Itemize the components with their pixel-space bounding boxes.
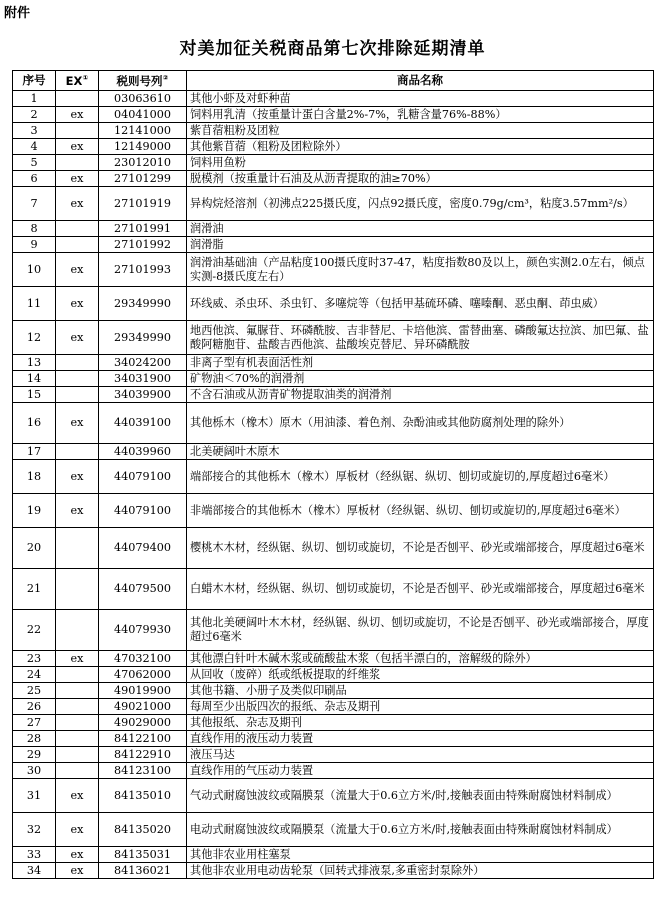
row-index: 33 bbox=[13, 847, 56, 863]
table-row bbox=[13, 355, 654, 371]
row-product-name: 润滑油 bbox=[187, 221, 654, 237]
table-row bbox=[13, 321, 654, 355]
table-row bbox=[13, 107, 654, 123]
row-ex-flag bbox=[56, 444, 99, 460]
row-tariff-code: 84122910 bbox=[99, 747, 187, 763]
row-tariff-code: 84122100 bbox=[99, 731, 187, 747]
table-row bbox=[13, 494, 654, 528]
row-product-name: 北美硬阔叶木原木 bbox=[187, 444, 654, 460]
row-product-name: 饲料用鱼粉 bbox=[187, 155, 654, 171]
row-index: 21 bbox=[13, 569, 56, 610]
row-index: 7 bbox=[13, 187, 56, 221]
row-tariff-code: 27101919 bbox=[99, 187, 187, 221]
footnote-marker: ② bbox=[162, 74, 169, 83]
row-index: 26 bbox=[13, 699, 56, 715]
row-product-name: 脱模剂（按重量计石油及从沥青提取的油≥70%） bbox=[187, 171, 654, 187]
table-row bbox=[13, 847, 654, 863]
row-ex-flag bbox=[56, 355, 99, 371]
row-tariff-code: 44079100 bbox=[99, 494, 187, 528]
row-index: 10 bbox=[13, 253, 56, 287]
row-product-name: 白蜡木木材，经纵锯、纵切、刨切或旋切，不论是否刨平、砂光或端部接合，厚度超过6毫米 bbox=[187, 569, 654, 610]
row-index: 5 bbox=[13, 155, 56, 171]
row-index: 15 bbox=[13, 387, 56, 403]
row-tariff-code: 84135020 bbox=[99, 813, 187, 847]
row-tariff-code: 49029000 bbox=[99, 715, 187, 731]
table-row bbox=[13, 651, 654, 667]
row-tariff-code: 29349990 bbox=[99, 321, 187, 355]
row-index: 25 bbox=[13, 683, 56, 699]
row-ex-flag: ex bbox=[56, 253, 99, 287]
table-row bbox=[13, 699, 654, 715]
row-product-name: 紫苜蓿粗粉及团粒 bbox=[187, 123, 654, 139]
row-ex-flag: ex bbox=[56, 171, 99, 187]
table-row bbox=[13, 187, 654, 221]
table-row bbox=[13, 123, 654, 139]
row-ex-flag bbox=[56, 237, 99, 253]
column-header-tariff-code: 税则号列② bbox=[99, 71, 187, 91]
row-index: 32 bbox=[13, 813, 56, 847]
row-ex-flag bbox=[56, 715, 99, 731]
row-ex-flag: ex bbox=[56, 813, 99, 847]
row-ex-flag bbox=[56, 610, 99, 651]
table-row bbox=[13, 403, 654, 444]
row-tariff-code: 44079930 bbox=[99, 610, 187, 651]
table-row bbox=[13, 763, 654, 779]
row-ex-flag: ex bbox=[56, 287, 99, 321]
row-ex-flag bbox=[56, 123, 99, 139]
row-index: 22 bbox=[13, 610, 56, 651]
row-ex-flag: ex bbox=[56, 863, 99, 879]
column-header-index: 序号 bbox=[13, 71, 56, 91]
row-index: 12 bbox=[13, 321, 56, 355]
row-product-name: 端部接合的其他栎木（橡木）厚板材（经纵锯、纵切、刨切或旋切的,厚度超过6毫米） bbox=[187, 460, 654, 494]
row-ex-flag bbox=[56, 91, 99, 107]
table-header-row bbox=[13, 71, 654, 91]
row-index: 27 bbox=[13, 715, 56, 731]
row-index: 8 bbox=[13, 221, 56, 237]
row-tariff-code: 27101991 bbox=[99, 221, 187, 237]
row-ex-flag: ex bbox=[56, 460, 99, 494]
table-row bbox=[13, 667, 654, 683]
table-row bbox=[13, 155, 654, 171]
row-ex-flag bbox=[56, 528, 99, 569]
row-index: 19 bbox=[13, 494, 56, 528]
row-index: 28 bbox=[13, 731, 56, 747]
row-ex-flag bbox=[56, 569, 99, 610]
table-row bbox=[13, 813, 654, 847]
row-index: 13 bbox=[13, 355, 56, 371]
row-product-name: 其他栎木（橡木）原木（用油漆、着色剂、杂酚油或其他防腐剂处理的除外） bbox=[187, 403, 654, 444]
column-header-ex: EX① bbox=[56, 71, 99, 91]
row-product-name: 润滑油基础油（产品粘度100摄氏度时37-47，粘度指数80及以上，颜色实测2.0左右，倾点实测-8摄氏度左右） bbox=[187, 253, 654, 287]
row-product-name: 非离子型有机表面活性剂 bbox=[187, 355, 654, 371]
row-ex-flag bbox=[56, 387, 99, 403]
row-ex-flag bbox=[56, 221, 99, 237]
row-index: 2 bbox=[13, 107, 56, 123]
row-tariff-code: 34039900 bbox=[99, 387, 187, 403]
row-ex-flag: ex bbox=[56, 187, 99, 221]
row-index: 18 bbox=[13, 460, 56, 494]
row-product-name: 其他书籍、小册子及类似印刷品 bbox=[187, 683, 654, 699]
row-index: 3 bbox=[13, 123, 56, 139]
row-product-name: 樱桃木木材，经纵锯、纵切、刨切或旋切，不论是否刨平、砂光或端部接合，厚度超过6毫米 bbox=[187, 528, 654, 569]
row-product-name: 其他紫苜蓿（粗粉及团粒除外） bbox=[187, 139, 654, 155]
column-header-product-name: 商品名称 bbox=[187, 71, 654, 91]
table-row bbox=[13, 253, 654, 287]
row-tariff-code: 03063610 bbox=[99, 91, 187, 107]
row-product-name: 其他漂白针叶木碱木浆或硫酸盐木浆（包括半漂白的，溶解级的除外） bbox=[187, 651, 654, 667]
table-row bbox=[13, 460, 654, 494]
row-index: 6 bbox=[13, 171, 56, 187]
table-row bbox=[13, 139, 654, 155]
row-product-name: 不含石油或从沥青矿物提取油类的润滑剂 bbox=[187, 387, 654, 403]
exclusion-list-table bbox=[12, 70, 654, 879]
row-product-name: 其他北美硬阔叶木木材，经纵锯、纵切、刨切或旋切，不论是否刨平、砂光或端部接合，厚度超过6毫米 bbox=[187, 610, 654, 651]
row-index: 14 bbox=[13, 371, 56, 387]
table-row bbox=[13, 569, 654, 610]
row-ex-flag bbox=[56, 667, 99, 683]
table-row bbox=[13, 528, 654, 569]
row-tariff-code: 47062000 bbox=[99, 667, 187, 683]
row-product-name: 电动式耐腐蚀波纹或隔膜泵（流量大于0.6立方米/时,接触表面由特殊耐腐蚀材料制成） bbox=[187, 813, 654, 847]
row-tariff-code: 12149000 bbox=[99, 139, 187, 155]
table-row bbox=[13, 863, 654, 879]
row-product-name: 饲料用乳清（按重量计蛋白含量2%-7%，乳糖含量76%-88%） bbox=[187, 107, 654, 123]
row-product-name: 气动式耐腐蚀波纹或隔膜泵（流量大于0.6立方米/时,接触表面由特殊耐腐蚀材料制成） bbox=[187, 779, 654, 813]
row-ex-flag: ex bbox=[56, 321, 99, 355]
row-tariff-code: 34024200 bbox=[99, 355, 187, 371]
row-product-name: 其他小虾及对虾种苗 bbox=[187, 91, 654, 107]
table-row bbox=[13, 371, 654, 387]
row-ex-flag: ex bbox=[56, 651, 99, 667]
row-tariff-code: 29349990 bbox=[99, 287, 187, 321]
row-tariff-code: 84136021 bbox=[99, 863, 187, 879]
row-ex-flag: ex bbox=[56, 779, 99, 813]
row-ex-flag bbox=[56, 731, 99, 747]
row-tariff-code: 44079400 bbox=[99, 528, 187, 569]
row-ex-flag: ex bbox=[56, 847, 99, 863]
row-index: 31 bbox=[13, 779, 56, 813]
row-tariff-code: 44079100 bbox=[99, 460, 187, 494]
row-ex-flag: ex bbox=[56, 139, 99, 155]
row-ex-flag: ex bbox=[56, 107, 99, 123]
row-tariff-code: 23012010 bbox=[99, 155, 187, 171]
row-index: 34 bbox=[13, 863, 56, 879]
row-tariff-code: 84135031 bbox=[99, 847, 187, 863]
table-row bbox=[13, 683, 654, 699]
row-product-name: 异构烷烃溶剂（初沸点225摄氏度，闪点92摄氏度，密度0.79g/cm³，粘度3.57mm²/s） bbox=[187, 187, 654, 221]
row-tariff-code: 04041000 bbox=[99, 107, 187, 123]
row-tariff-code: 44079500 bbox=[99, 569, 187, 610]
row-product-name: 其他报纸、杂志及期刊 bbox=[187, 715, 654, 731]
row-tariff-code: 47032100 bbox=[99, 651, 187, 667]
row-index: 23 bbox=[13, 651, 56, 667]
row-product-name: 每周至少出版四次的报纸、杂志及期刊 bbox=[187, 699, 654, 715]
row-index: 29 bbox=[13, 747, 56, 763]
table-row bbox=[13, 387, 654, 403]
row-index: 4 bbox=[13, 139, 56, 155]
table-row bbox=[13, 779, 654, 813]
table-row bbox=[13, 91, 654, 107]
table-row bbox=[13, 444, 654, 460]
row-ex-flag bbox=[56, 763, 99, 779]
row-ex-flag bbox=[56, 747, 99, 763]
row-ex-flag: ex bbox=[56, 494, 99, 528]
row-product-name: 液压马达 bbox=[187, 747, 654, 763]
footnote-marker: ① bbox=[82, 74, 89, 83]
row-index: 17 bbox=[13, 444, 56, 460]
row-tariff-code: 49021000 bbox=[99, 699, 187, 715]
table-row bbox=[13, 221, 654, 237]
row-tariff-code: 49019900 bbox=[99, 683, 187, 699]
table-row bbox=[13, 610, 654, 651]
table-row bbox=[13, 715, 654, 731]
row-ex-flag bbox=[56, 699, 99, 715]
row-tariff-code: 84135010 bbox=[99, 779, 187, 813]
row-tariff-code: 34031900 bbox=[99, 371, 187, 387]
row-product-name: 其他非农业用柱塞泵 bbox=[187, 847, 654, 863]
row-index: 30 bbox=[13, 763, 56, 779]
row-product-name: 环线威、杀虫环、杀虫钉、多噻烷等（包括甲基硫环磷、噻嗪酮、恶虫酮、茚虫威） bbox=[187, 287, 654, 321]
row-tariff-code: 84123100 bbox=[99, 763, 187, 779]
table-row bbox=[13, 747, 654, 763]
row-tariff-code: 12141000 bbox=[99, 123, 187, 139]
table-row bbox=[13, 237, 654, 253]
row-ex-flag bbox=[56, 155, 99, 171]
row-tariff-code: 27101993 bbox=[99, 253, 187, 287]
table-row bbox=[13, 287, 654, 321]
table-row bbox=[13, 731, 654, 747]
row-product-name: 从回收（废碎）纸或纸板提取的纤维浆 bbox=[187, 667, 654, 683]
row-index: 20 bbox=[13, 528, 56, 569]
row-ex-flag bbox=[56, 683, 99, 699]
row-ex-flag: ex bbox=[56, 403, 99, 444]
table-row bbox=[13, 171, 654, 187]
row-product-name: 地西他滨、氟脲苷、环磷酰胺、吉非替尼、卡培他滨、雷替曲塞、磷酸氟达拉滨、加巴氟、盐酸阿糖胞苷、盐酸吉西他滨、盐酸埃克替尼、异环磷酰胺 bbox=[187, 321, 654, 355]
row-product-name: 矿物油＜70%的润滑剂 bbox=[187, 371, 654, 387]
row-index: 11 bbox=[13, 287, 56, 321]
row-tariff-code: 44039100 bbox=[99, 403, 187, 444]
row-index: 9 bbox=[13, 237, 56, 253]
row-product-name: 直线作用的液压动力装置 bbox=[187, 731, 654, 747]
row-product-name: 非端部接合的其他栎木（橡木）厚板材（经纵锯、纵切、刨切或旋切的,厚度超过6毫米） bbox=[187, 494, 654, 528]
row-index: 24 bbox=[13, 667, 56, 683]
row-tariff-code: 27101992 bbox=[99, 237, 187, 253]
row-index: 1 bbox=[13, 91, 56, 107]
page-title: 对美加征关税商品第七次排除延期清单 bbox=[179, 39, 486, 59]
row-product-name: 润滑脂 bbox=[187, 237, 654, 253]
row-product-name: 直线作用的气压动力装置 bbox=[187, 763, 654, 779]
row-product-name: 其他非农业用电动齿轮泵（回转式排液泵,多重密封泵除外） bbox=[187, 863, 654, 879]
row-ex-flag bbox=[56, 371, 99, 387]
row-index: 16 bbox=[13, 403, 56, 444]
row-tariff-code: 44039960 bbox=[99, 444, 187, 460]
row-tariff-code: 27101299 bbox=[99, 171, 187, 187]
attachment-label: 附件 bbox=[4, 6, 31, 21]
